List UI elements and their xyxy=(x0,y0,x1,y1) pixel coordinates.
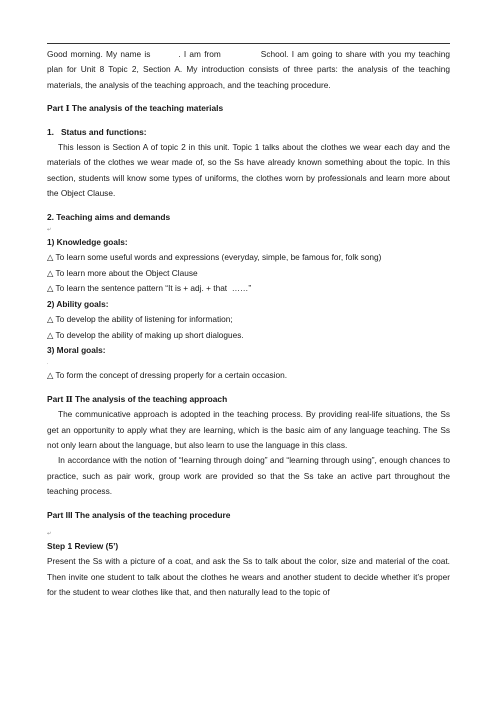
intro-paragraph xyxy=(47,47,450,93)
status-paragraph: This lesson is Section A of topic 2 in this unit. Topic 1 talks about the clothes we wear each day and the materials of the clothes we wear made of, so the Ss have already known something about the topic. In this section, students will know some types of uniforms, the clothes worn by professionals and learn more about the Object Clause. xyxy=(47,142,450,199)
header-rule xyxy=(47,43,450,44)
moral-item: △ To form the concept of dressing properly for a certain occasion. xyxy=(47,370,288,381)
part1-numeral: Ⅰ xyxy=(65,103,70,114)
part2-prefix: Part xyxy=(47,393,64,404)
aims-heading: 2. Teaching aims and demands xyxy=(47,211,171,222)
paragraph-mark: . xyxy=(47,360,49,367)
ability-item: △ To develop the ability of making up short dialogues. xyxy=(47,329,244,340)
part2-heading xyxy=(47,392,450,407)
part2-numeral: Ⅱ xyxy=(65,393,73,404)
step1-paragraph: Present the Ss with a picture of a coat, and ask the Ss to talk about the color, size and material of the coat. Then invite one student to talk about the clothes he wears and another student to decide whether it’s proper for the student to wear clothes like that, and then naturally lead to the topic of xyxy=(47,556,450,598)
approach-paragraph: The communicative approach is adopted in the teaching process. By providing real-life situations, the Ss get an opportunity to apply what they are learning, which is the basic aim of any language teaching. The Ss not only learn about the language, but also learn to use the language in this class. xyxy=(47,409,450,450)
intro-greeting: Good morning. My name is xyxy=(47,49,151,59)
paragraph-mark: ↵ xyxy=(47,227,52,234)
intro-rest: School. I am going to share with you my teaching plan for Unit 8 Topic 2, Section A. My introduction consists of three parts: the analysis of the teaching materials, the analysis of the teaching approach, and the teaching procedure. xyxy=(47,49,450,90)
status-heading: 1. Status and functions: xyxy=(47,126,147,137)
ability-item: △ To develop the ability of listening for information; xyxy=(47,314,233,325)
part2-title: The analysis of the teaching approach xyxy=(75,393,228,404)
part3-heading: Part III The analysis of the teaching procedure xyxy=(47,509,231,520)
part1-title: The analysis of the teaching materials xyxy=(71,103,224,114)
part1-heading xyxy=(47,101,450,116)
step1-heading: Step 1 Review (5’) xyxy=(47,540,119,551)
knowledge-item: △ To learn some useful words and expressions (everyday, simple, be famous for, folk song) xyxy=(47,252,382,263)
document-body xyxy=(47,0,450,601)
knowledge-item: △ To learn the sentence pattern “It is + adj. + that ……” xyxy=(47,283,252,294)
part1-prefix: Part xyxy=(47,103,64,114)
approach-paragraph: In accordance with the notion of “learning through doing” and “learning through using”, enough chances to practice, such as pair work, group work are provided so that the Ss take an active part throughout the teaching process. xyxy=(47,455,450,497)
knowledge-item: △ To learn more about the Object Clause xyxy=(47,267,198,278)
paragraph-mark: ↵ xyxy=(47,530,52,537)
moral-heading: 3) Moral goals: xyxy=(47,344,106,355)
knowledge-heading: 1) Knowledge goals: xyxy=(47,237,128,248)
ability-heading: 2) Ability goals: xyxy=(47,298,109,309)
intro-from: . I am from xyxy=(178,49,221,59)
